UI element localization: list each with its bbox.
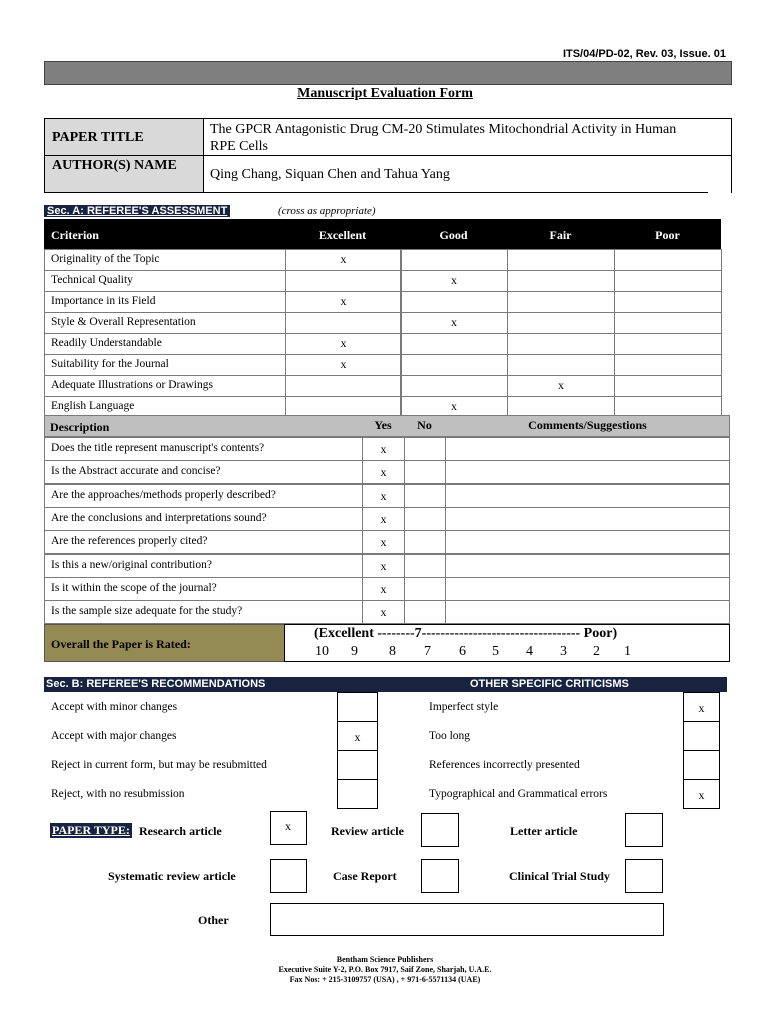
criterion-label: Originality of the Topic xyxy=(51,253,160,265)
yes-cell[interactable] xyxy=(362,577,405,601)
scale-number: 4 xyxy=(526,644,533,659)
authors-value: Qing Chang, Siquan Chen and Tahua Yang xyxy=(210,167,450,182)
criticism-label: References incorrectly presented xyxy=(429,759,580,771)
type-case-checkbox[interactable] xyxy=(421,859,459,893)
rating-cell[interactable] xyxy=(285,375,402,397)
yes-cell[interactable] xyxy=(362,530,405,554)
paper-title-cell xyxy=(203,118,732,156)
description-question: Does the title represent manuscript's contents? xyxy=(51,442,265,454)
header-no: No xyxy=(417,418,432,432)
other-criticisms-label: OTHER SPECIFIC CRITICISMS xyxy=(470,678,629,690)
rating-mark: x xyxy=(451,315,457,329)
footer-address: Executive Suite Y-2, P.O. Box 7917, Saif Zone, Sharjah, U.A.E. xyxy=(278,965,492,974)
header-criterion: Criterion xyxy=(51,228,99,242)
comments-cell[interactable] xyxy=(445,460,730,484)
paper-title-label-cell xyxy=(44,118,204,156)
recommendation-checkbox[interactable] xyxy=(337,750,378,780)
rating-cell[interactable] xyxy=(400,333,508,355)
yes-cell[interactable] xyxy=(362,484,405,508)
footer-fax: Fax Nos: + 215-3109757 (USA) , + 971-6-5571134 (UAE) xyxy=(289,975,481,984)
yes-mark: x xyxy=(380,488,387,503)
criticism-label: Too long xyxy=(429,730,471,742)
criterion-cell xyxy=(44,249,286,271)
rating-cell[interactable] xyxy=(614,354,722,376)
description-cell xyxy=(44,460,363,484)
description-cell xyxy=(44,437,363,461)
yes-mark: x xyxy=(380,535,387,550)
recommendation-label: Reject, with no resubmission xyxy=(51,788,185,800)
criterion-label: Adequate Illustrations or Drawings xyxy=(51,379,213,391)
scale-number: 1 xyxy=(624,644,631,659)
yes-cell[interactable] xyxy=(362,600,405,624)
type-letter-checkbox[interactable] xyxy=(625,813,663,847)
rating-cell[interactable] xyxy=(285,249,402,271)
rating-cell[interactable] xyxy=(285,270,402,292)
paper-title-line1: The GPCR Antagonistic Drug CM-20 Stimulates Mitochondrial Activity in Human xyxy=(210,122,677,137)
rating-cell[interactable] xyxy=(507,291,615,313)
type-other-label: Other xyxy=(198,913,229,927)
overall-label: Overall the Paper is Rated: xyxy=(51,637,191,651)
description-table xyxy=(44,415,730,624)
scale-number: 7 xyxy=(424,644,431,659)
rating-cell[interactable] xyxy=(507,249,615,271)
assessment-table xyxy=(44,219,721,415)
rating-mark: x xyxy=(340,294,347,308)
criterion-cell xyxy=(44,270,286,292)
scale-number: 2 xyxy=(593,644,600,659)
criticism-label: Typographical and Grammatical errors xyxy=(429,788,608,800)
criterion-cell xyxy=(44,333,286,355)
criterion-label: Readily Understandable xyxy=(51,337,162,349)
overall-label-cell xyxy=(44,624,285,662)
comments-cell[interactable] xyxy=(445,484,730,508)
criterion-label: Importance in its Field xyxy=(51,295,156,307)
rating-cell[interactable] xyxy=(614,249,722,271)
description-cell xyxy=(44,600,363,624)
recommendation-label: Accept with minor changes xyxy=(51,701,178,713)
description-question: Is the Abstract accurate and concise? xyxy=(51,465,221,478)
header-poor: Poor xyxy=(655,228,680,242)
rating-cell[interactable] xyxy=(614,270,722,292)
authors-cell xyxy=(203,155,732,193)
scale-number: 10 xyxy=(315,644,329,659)
author-label-cell xyxy=(44,155,204,193)
rating-cell[interactable] xyxy=(400,291,508,313)
description-cell xyxy=(44,507,363,531)
header-comments: Comments/Suggestions xyxy=(528,418,647,432)
no-cell[interactable] xyxy=(404,530,446,554)
type-research-checkbox[interactable]: x xyxy=(270,811,307,845)
sec-b-label: Sec. B: REFEREE'S RECOMMENDATIONS xyxy=(46,678,266,690)
no-cell[interactable] xyxy=(404,484,446,508)
description-cell xyxy=(44,577,363,601)
description-question: Is this a new/original contribution? xyxy=(51,558,212,571)
comments-cell[interactable] xyxy=(445,577,730,601)
comments-cell[interactable] xyxy=(445,530,730,554)
no-cell[interactable] xyxy=(404,437,446,461)
description-question: Are the conclusions and interpretations sound? xyxy=(51,511,267,524)
form-title: Manuscript Evaluation Form xyxy=(297,86,473,101)
comments-cell[interactable] xyxy=(445,600,730,624)
rating-mark: x xyxy=(558,378,564,392)
recommendation-checkbox[interactable] xyxy=(337,692,378,722)
author-label: AUTHOR(S) NAME xyxy=(52,158,177,173)
header-description: Description xyxy=(50,420,110,434)
paper-title-label: PAPER TITLE xyxy=(52,130,144,145)
yes-mark: x xyxy=(380,465,387,480)
paper-info-block xyxy=(44,118,732,193)
rating-cell[interactable] xyxy=(614,333,722,355)
rating-mark: x xyxy=(451,273,457,287)
yes-mark: x xyxy=(380,558,387,573)
criterion-label: Suitability for the Journal xyxy=(51,358,169,370)
no-cell[interactable] xyxy=(404,577,446,601)
criterion-label: Style & Overall Representation xyxy=(51,316,196,328)
comments-cell[interactable] xyxy=(445,554,730,578)
type-review-checkbox[interactable] xyxy=(421,813,459,847)
criterion-label: Technical Quality xyxy=(51,274,133,286)
rating-cell[interactable] xyxy=(507,333,615,355)
description-question: Is it within the scope of the journal? xyxy=(51,581,217,594)
footer xyxy=(0,955,770,985)
rating-cell[interactable] xyxy=(400,375,508,397)
rating-cell[interactable] xyxy=(507,354,615,376)
header-excellent: Excellent xyxy=(318,228,367,242)
rating-mark: x xyxy=(451,399,457,413)
footer-publisher: Bentham Science Publishers xyxy=(336,955,434,964)
sec-a-label: Sec. A: REFEREE'S ASSESSMENT xyxy=(44,205,230,217)
recommendation-checkbox[interactable] xyxy=(337,779,378,809)
rating-mark: x xyxy=(340,252,347,266)
document-reference: ITS/04/PD-02, Rev. 03, Issue. 01 xyxy=(562,48,726,60)
rating-cell[interactable] xyxy=(614,312,722,334)
paper-title-line2: RPE Cells xyxy=(210,139,268,154)
rating-cell[interactable] xyxy=(400,312,508,334)
rating-cell[interactable] xyxy=(400,249,508,271)
description-cell xyxy=(44,530,363,554)
yes-cell[interactable] xyxy=(362,507,405,531)
yes-mark: x xyxy=(380,581,387,596)
description-question: Are the approaches/methods properly described? xyxy=(51,488,276,501)
criterion-cell xyxy=(44,375,286,397)
header-yes: Yes xyxy=(374,418,392,432)
rating-cell[interactable] xyxy=(285,333,402,355)
recommendation-label: Accept with major changes xyxy=(51,730,177,742)
type-research-label: Research article xyxy=(139,824,222,838)
criticism-label: Imperfect style xyxy=(429,701,499,713)
scale-number: 8 xyxy=(389,644,396,659)
header-fair: Fair xyxy=(549,228,572,242)
yes-mark: x xyxy=(380,605,387,620)
type-other-input[interactable] xyxy=(270,903,664,936)
sec-a-note: (cross as appropriate) xyxy=(278,205,376,217)
scale-number: 9 xyxy=(351,644,358,659)
criticism-checkbox[interactable] xyxy=(683,721,720,751)
scale-number: 5 xyxy=(492,644,499,659)
rating-mark: x xyxy=(340,357,347,371)
type-clinical-label: Clinical Trial Study xyxy=(509,869,610,883)
type-case-label: Case Report xyxy=(333,869,397,883)
rating-cell[interactable] xyxy=(400,354,508,376)
rating-cell[interactable] xyxy=(285,312,402,334)
criticism-checkbox[interactable]: x xyxy=(683,779,720,809)
no-cell[interactable] xyxy=(404,600,446,624)
criterion-cell xyxy=(44,312,286,334)
yes-cell[interactable] xyxy=(362,554,405,578)
description-question: Are the references properly cited? xyxy=(51,535,208,548)
comments-cell[interactable] xyxy=(445,437,730,461)
criticism-checkbox[interactable] xyxy=(683,750,720,780)
yes-mark: x xyxy=(380,442,387,456)
overall-scale-cell xyxy=(284,624,730,662)
overall-scale-line: (Excellent --------7---------------------------------- Poor) xyxy=(314,626,618,641)
rating-cell[interactable] xyxy=(507,312,615,334)
scale-number: 3 xyxy=(560,644,567,659)
paper-type-label: PAPER TYPE: xyxy=(52,823,130,837)
criterion-label: English Language xyxy=(51,400,135,412)
description-cell xyxy=(44,484,363,508)
criterion-cell xyxy=(44,354,286,376)
header-good: Good xyxy=(439,228,468,242)
recommendation-checkbox[interactable]: x xyxy=(337,721,378,751)
rating-cell[interactable] xyxy=(285,354,402,376)
description-question: Is the sample size adequate for the study? xyxy=(51,605,243,618)
rating-cell[interactable] xyxy=(507,375,615,397)
rating-cell[interactable] xyxy=(400,270,508,292)
header-bar xyxy=(44,61,732,85)
rating-cell[interactable] xyxy=(285,291,402,313)
rating-cell[interactable] xyxy=(614,291,722,313)
description-cell xyxy=(44,554,363,578)
type-review-label: Review article xyxy=(331,824,404,838)
recommendation-label: Reject in current form, but may be resubmitted xyxy=(51,759,267,771)
comments-cell[interactable] xyxy=(445,507,730,531)
no-cell[interactable] xyxy=(404,460,446,484)
yes-cell[interactable] xyxy=(362,437,405,461)
type-letter-label: Letter article xyxy=(510,824,578,838)
criticism-checkbox[interactable]: x xyxy=(683,692,720,722)
yes-cell[interactable] xyxy=(362,460,405,484)
yes-mark: x xyxy=(380,511,387,526)
type-systematic-label: Systematic review article xyxy=(108,869,236,883)
scale-number: 6 xyxy=(459,644,466,659)
type-clinical-checkbox[interactable] xyxy=(625,859,663,893)
type-systematic-checkbox[interactable] xyxy=(270,859,307,893)
rating-mark: x xyxy=(340,336,347,350)
criterion-cell xyxy=(44,291,286,313)
no-cell[interactable] xyxy=(404,507,446,531)
no-cell[interactable] xyxy=(404,554,446,578)
rating-cell[interactable] xyxy=(614,375,722,397)
rating-cell[interactable] xyxy=(507,270,615,292)
